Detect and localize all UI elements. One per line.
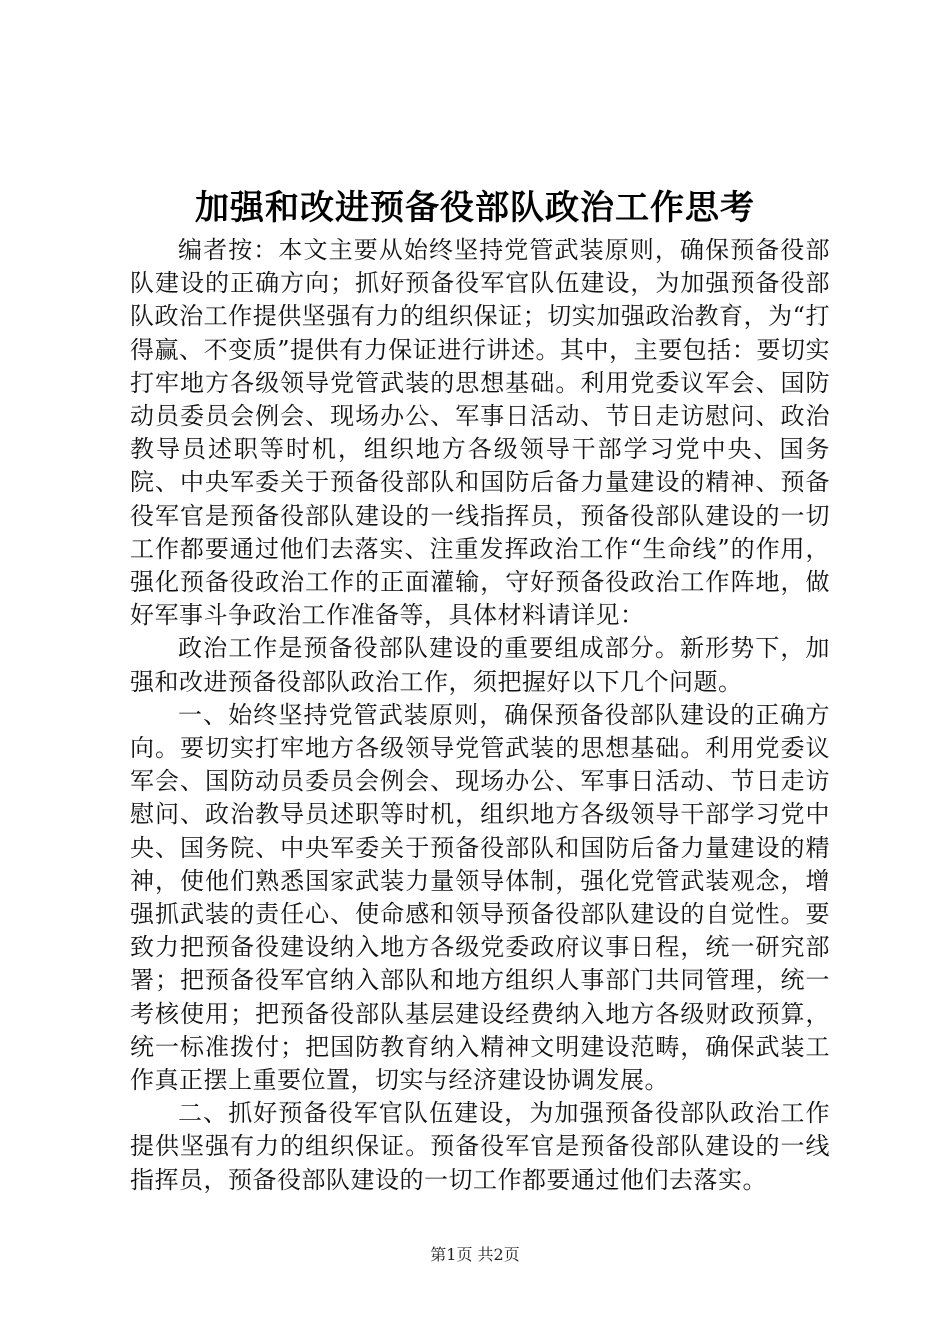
editor-note-paragraph: 编者按：本文主要从始终坚持党管武装原则，确保预备役部队建设的正确方向；抓好预备役军官队伍建设，为加强预备役部队政治工作提供坚强有力的组织保证；切实加强政治教育，为“打得赢、不变质”提供有力保证进行讲述。其中，主要包括：要切实打牢地方各级领导党管武装的思想基础。利用党委议军会、国防动员委员会例会、现场办公、军事日活动、节日走访慰问、政治教导员述职等时机，组织地方各级领导干部学习党中央、国务院、中央军委关于预备役部队和国防后备力量建设的精神、预备役军官是预备役部队建设的一线指挥员，预备役部队建设的一切工作都要通过他们去落实、注重发挥政治工作“生命线”的作用，强化预备役政治工作的正面灌输，守好预备役政治工作阵地，做好军事斗争政治工作准备等，具体材料请详见： <box>130 236 830 630</box>
document-body <box>130 234 830 1197</box>
page-number-footer: 第1页 共2页 <box>430 1245 520 1264</box>
section-one-paragraph: 一、始终坚持党管武装原则，确保预备役部队建设的正确方向。要切实打牢地方各级领导党管武装的思想基础。利用党委议军会、国防动员委员会例会、现场办公、军事日活动、节日走访慰问、政治教导员述职等时机，组织地方各级领导干部学习党中央、国务院、中央军委关于预备役部队和国防后备力量建设的精神，使他们熟悉国家武装力量领导体制，强化党管武装观念，增强抓武装的责任心、使命感和领导预备役部队建设的自觉性。要致力把预备役建设纳入地方各级党委政府议事日程，统一研究部署；把预备役军官纳入部队和地方组织人事部门共同管理，统一考核使用；把预备役部队基层建设经费纳入地方各级财政预算，统一标准拨付；把国防教育纳入精神文明建设范畴，确保武装工作真正摆上重要位置，切实与经济建设协调发展。 <box>130 700 830 1095</box>
intro-paragraph: 政治工作是预备役部队建设的重要组成部分。新形势下，加强和改进预备役部队政治工作，须把握好以下几个问题。 <box>130 634 830 696</box>
document-title: 加强和改进预备役部队政治工作思考 <box>195 188 755 228</box>
section-two-paragraph: 二、抓好预备役军官队伍建设，为加强预备役部队政治工作提供坚强有力的组织保证。预备役军官是预备役部队建设的一线指挥员，预备役部队建设的一切工作都要通过他们去落实。 <box>130 1099 830 1194</box>
